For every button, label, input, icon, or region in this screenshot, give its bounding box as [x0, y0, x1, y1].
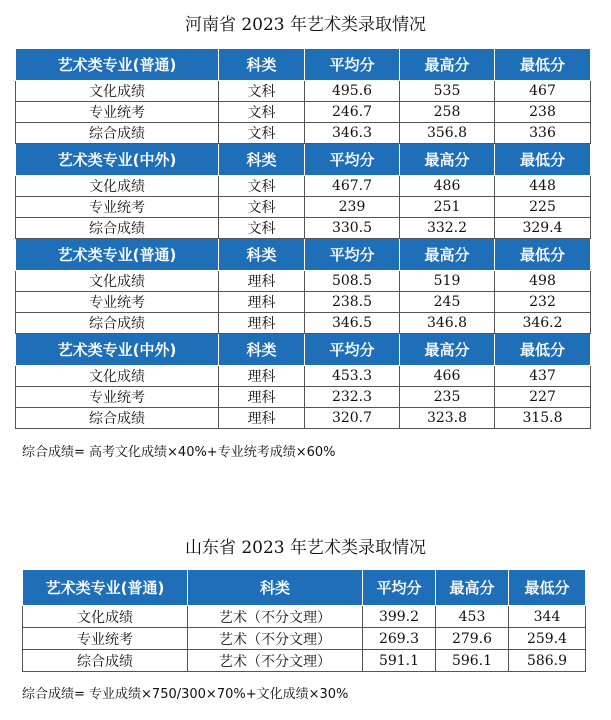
table-header-row [16, 334, 591, 366]
table-cell: 238.5 [305, 292, 400, 313]
table-cell: 综合成绩 [16, 123, 219, 144]
column-header: 最高分 [400, 144, 495, 176]
table-row [16, 387, 591, 408]
table-cell: 艺术（不分文理） [188, 650, 363, 672]
table-cell: 586.9 [509, 650, 586, 672]
table-cell: 486 [400, 176, 495, 197]
table-cell: 文科 [219, 81, 305, 102]
group-header: 艺术类专业(中外) [16, 144, 219, 176]
table-header-row [16, 239, 591, 271]
table-cell: 467.7 [305, 176, 400, 197]
table-cell: 498 [495, 271, 591, 292]
table-row [16, 81, 591, 102]
table-cell: 535 [400, 81, 495, 102]
table-cell: 259.4 [509, 628, 586, 650]
column-header: 科类 [219, 239, 305, 271]
table-cell: 文化成绩 [16, 366, 219, 387]
table-cell: 519 [400, 271, 495, 292]
column-header: 最低分 [495, 49, 591, 81]
table-cell: 448 [495, 176, 591, 197]
table-cell: 综合成绩 [16, 218, 219, 239]
table-cell: 466 [400, 366, 495, 387]
table-cell: 336 [495, 123, 591, 144]
table-row [16, 271, 591, 292]
table-cell: 理科 [219, 408, 305, 429]
table-cell: 346.8 [400, 313, 495, 334]
column-header: 平均分 [305, 239, 400, 271]
table-cell: 232 [495, 292, 591, 313]
table-row [16, 123, 591, 144]
column-header: 最低分 [509, 570, 586, 606]
table-cell: 346.5 [305, 313, 400, 334]
table-cell: 综合成绩 [16, 313, 219, 334]
column-header: 科类 [188, 570, 363, 606]
table-row [16, 176, 591, 197]
table-cell: 理科 [219, 271, 305, 292]
group-header: 艺术类专业(普通) [23, 570, 188, 606]
table-cell: 文科 [219, 197, 305, 218]
column-header: 科类 [219, 144, 305, 176]
table-cell: 453 [436, 606, 509, 628]
table-header-row [16, 49, 591, 81]
table-row [16, 102, 591, 123]
group-header: 艺术类专业(普通) [16, 239, 219, 271]
table-cell: 356.8 [400, 123, 495, 144]
table-row [16, 292, 591, 313]
table-cell: 467 [495, 81, 591, 102]
table-row [16, 218, 591, 239]
table-cell: 330.5 [305, 218, 400, 239]
column-header: 最高分 [400, 49, 495, 81]
table-cell: 591.1 [363, 650, 436, 672]
table-cell: 246.7 [305, 102, 400, 123]
table-cell: 279.6 [436, 628, 509, 650]
table-cell: 文化成绩 [23, 606, 188, 628]
table-cell: 495.6 [305, 81, 400, 102]
table-cell: 综合成绩 [23, 650, 188, 672]
table-cell: 596.1 [436, 650, 509, 672]
table-cell: 227 [495, 387, 591, 408]
table-cell: 332.2 [400, 218, 495, 239]
table-cell: 238 [495, 102, 591, 123]
table-cell: 225 [495, 197, 591, 218]
table-cell: 329.4 [495, 218, 591, 239]
table-cell: 艺术（不分文理） [188, 606, 363, 628]
table-cell: 232.3 [305, 387, 400, 408]
table-cell: 艺术（不分文理） [188, 628, 363, 650]
table-cell: 239 [305, 197, 400, 218]
column-header: 平均分 [363, 570, 436, 606]
group-header: 艺术类专业(普通) [16, 49, 219, 81]
shandong-formula-note: 综合成绩= 专业成绩×750/300×70%+文化成绩×30% [22, 687, 349, 702]
table-cell: 320.7 [305, 408, 400, 429]
table-cell: 理科 [219, 313, 305, 334]
table-cell: 文科 [219, 123, 305, 144]
table-cell: 文科 [219, 218, 305, 239]
table-cell: 269.3 [363, 628, 436, 650]
table-header-row [23, 570, 586, 606]
table-cell: 文科 [219, 176, 305, 197]
table-cell: 综合成绩 [16, 408, 219, 429]
table-row [16, 408, 591, 429]
table-cell: 315.8 [495, 408, 591, 429]
table-cell: 245 [400, 292, 495, 313]
table-cell: 专业统考 [16, 387, 219, 408]
table-header-row [16, 144, 591, 176]
column-header: 最高分 [400, 239, 495, 271]
table-cell: 文化成绩 [16, 271, 219, 292]
table-row [23, 650, 586, 672]
column-header: 科类 [219, 49, 305, 81]
table-row [16, 197, 591, 218]
table-cell: 文化成绩 [16, 176, 219, 197]
shandong-admission-table [22, 569, 586, 672]
column-header: 最低分 [495, 334, 591, 366]
table-cell: 文科 [219, 102, 305, 123]
table-cell: 专业统考 [16, 197, 219, 218]
table-cell: 251 [400, 197, 495, 218]
table-row [23, 628, 586, 650]
table-cell: 437 [495, 366, 591, 387]
table-cell: 235 [400, 387, 495, 408]
table-cell: 理科 [219, 292, 305, 313]
table-cell: 文化成绩 [16, 81, 219, 102]
table-cell: 344 [509, 606, 586, 628]
henan-title: 河南省 2023 年艺术类录取情况 [184, 15, 427, 35]
table-cell: 346.3 [305, 123, 400, 144]
column-header: 最高分 [436, 570, 509, 606]
group-header: 艺术类专业(中外) [16, 334, 219, 366]
table-cell: 399.2 [363, 606, 436, 628]
table-cell: 258 [400, 102, 495, 123]
column-header: 平均分 [305, 144, 400, 176]
column-header: 平均分 [305, 334, 400, 366]
table-cell: 专业统考 [16, 102, 219, 123]
column-header: 最高分 [400, 334, 495, 366]
column-header: 平均分 [305, 49, 400, 81]
table-cell: 专业统考 [16, 292, 219, 313]
table-row [16, 313, 591, 334]
table-row [23, 606, 586, 628]
table-cell: 理科 [219, 366, 305, 387]
henan-admission-table [15, 48, 591, 429]
table-row [16, 366, 591, 387]
shandong-title: 山东省 2023 年艺术类录取情况 [184, 538, 427, 558]
henan-formula-note: 综合成绩= 高考文化成绩×40%+专业统考成绩×60% [22, 445, 336, 460]
column-header: 最低分 [495, 239, 591, 271]
table-cell: 508.5 [305, 271, 400, 292]
column-header: 最低分 [495, 144, 591, 176]
table-cell: 专业统考 [23, 628, 188, 650]
table-cell: 453.3 [305, 366, 400, 387]
column-header: 科类 [219, 334, 305, 366]
table-cell: 346.2 [495, 313, 591, 334]
table-cell: 理科 [219, 387, 305, 408]
table-cell: 323.8 [400, 408, 495, 429]
